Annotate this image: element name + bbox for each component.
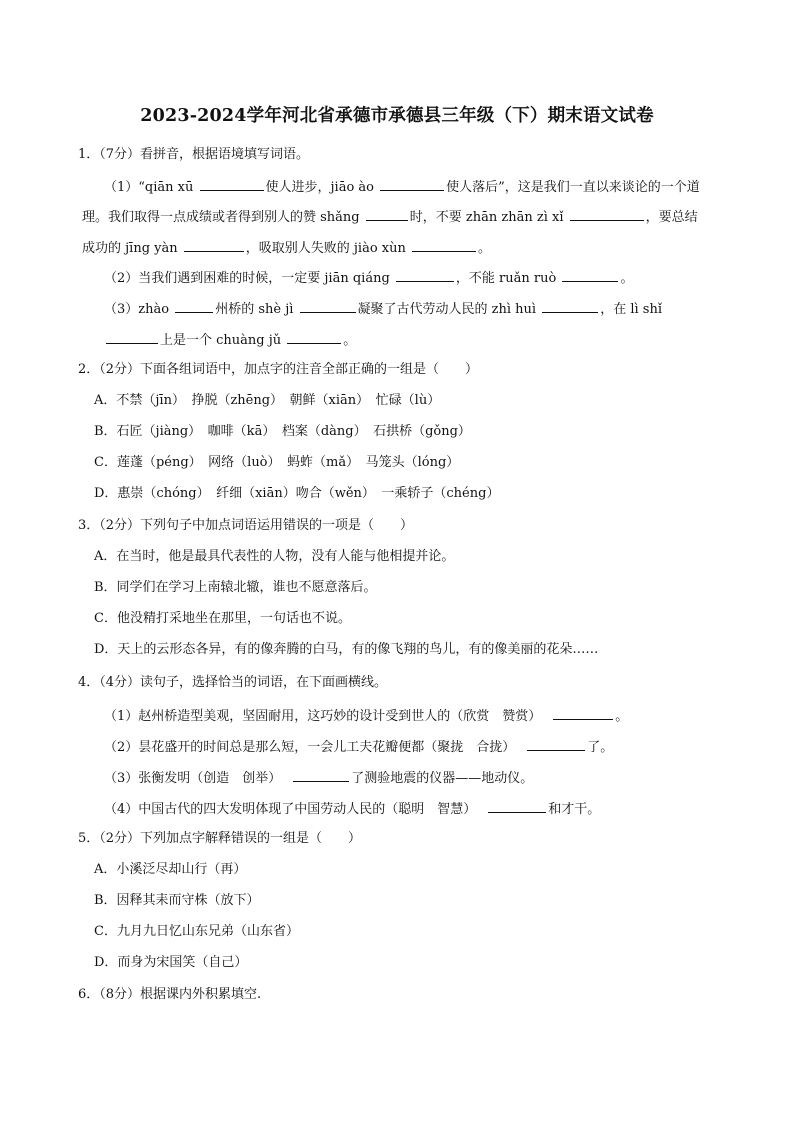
answer-blank[interactable]	[553, 706, 613, 720]
q3-option-a[interactable]: A．在当时，他是最具代表性的人物，没有人能与他相提并论。	[94, 549, 455, 564]
q3-option-c[interactable]: C．他没精打采地坐在那里，一句话也不说。	[94, 611, 351, 626]
q5-option-b[interactable]: B．因释其耒而守株（放下）	[94, 893, 260, 908]
q4-line-4: （4）中国古代的四大发明体现了中国劳动人民的（聪明 智慧） 和才干。	[104, 799, 600, 819]
answer-blank[interactable]	[200, 177, 264, 191]
q2-option-a[interactable]: A．不禁（jīn） 挣脱（zhēng） 朝鲜（xiān） 忙碌（lù）	[94, 393, 441, 408]
q5-option-c[interactable]: C．九月九日忆山东兄弟（山东省）	[94, 924, 299, 939]
q2-option-c[interactable]: C．莲蓬（péng） 网络（luò） 蚂蚱（mǎ） 马笼头（lóng）	[94, 455, 460, 470]
q2-option-b[interactable]: B．石匠（jiàng） 咖啡（kā） 档案（dàng） 石拱桥（gǒng）	[94, 424, 471, 439]
q1-line-5: （3）zhào 州桥的 shè jì 凝聚了古代劳动人民的 zhì huì ，在 lì shǐ	[104, 299, 662, 319]
q4-line-3: （3）张衡发明（创造 创举） 了测验地震的仪器——地动仪。	[104, 768, 533, 788]
answer-blank[interactable]	[300, 299, 356, 313]
q1-line-4: （2）当我们遇到困难的时候，一定要 jiān qiáng ，不能 ruǎn ruò 。	[104, 268, 633, 288]
q2-option-d[interactable]: D．惠崇（chóng） 纤细（xiān）吻合（wěn） 一乘轿子（chéng）	[94, 486, 500, 501]
answer-blank[interactable]	[396, 268, 454, 282]
answer-blank[interactable]	[527, 737, 585, 751]
answer-blank[interactable]	[488, 799, 546, 813]
answer-blank[interactable]	[287, 330, 341, 344]
q3-option-b[interactable]: B．同学们在学习上南辕北辙，谁也不愿意落后。	[94, 580, 377, 595]
q3-option-d[interactable]: D．天上的云形态各异，有的像奔腾的白马，有的像飞翔的鸟儿，有的像美丽的花朵……	[94, 642, 599, 657]
answer-blank[interactable]	[562, 268, 618, 282]
q4-line-1: （1）赵州桥造型美观，坚固耐用，这巧妙的设计受到世人的（欣赏 赞赏） 。	[104, 706, 628, 726]
q1-line-3: 成功的 jīng yàn ，吸取别人失败的 jiào xùn 。	[82, 238, 491, 258]
q5-option-a[interactable]: A．小溪泛尽却山行（再）	[94, 862, 247, 877]
q3-heading: 3．（2分）下列句子中加点词语运用错误的一项是（ ）	[78, 518, 414, 533]
answer-blank[interactable]	[106, 330, 158, 344]
answer-blank[interactable]	[184, 238, 244, 252]
answer-blank[interactable]	[570, 207, 644, 221]
q1-line-6: 上是一个 chuàng jǔ 。	[104, 330, 356, 350]
answer-blank[interactable]	[542, 299, 598, 313]
q6-heading: 6．（8分）根据课内外积累填空.	[78, 987, 262, 1002]
q1-line-2: 理。我们取得一点成绩或者得到别人的赞 shǎng 时，不要 zhān zhān zì xǐ ，要总结	[82, 207, 698, 227]
answer-blank[interactable]	[293, 768, 349, 782]
answer-blank[interactable]	[366, 207, 408, 221]
q1-heading: 1．（7分）看拼音，根据语境填写词语。	[78, 147, 310, 162]
q5-heading: 5．（2分）下列加点字解释错误的一组是（ ）	[78, 831, 362, 846]
answer-blank[interactable]	[380, 177, 444, 191]
q1-line-1: （1）“qiān xū 使人进步，jiāo ào 使人落后”，这是我们一直以来谈论的一个道	[104, 177, 700, 197]
q5-option-d[interactable]: D．而身为宋国笑（自己）	[94, 955, 248, 970]
q4-heading: 4．（4分）读句子，选择恰当的词语，在下面画横线。	[78, 675, 388, 690]
q2-heading: 2．（2分）下面各组词语中，加点字的注音全部正确的一组是（ ）	[78, 362, 479, 377]
q4-line-2: （2）昙花盛开的时间总是那么短，一会儿工夫花瓣便都（聚拢 合拢） 了。	[104, 737, 613, 757]
exam-title: 2023-2024学年河北省承德市承德县三年级（下）期末语文试卷	[140, 106, 654, 126]
answer-blank[interactable]	[412, 238, 476, 252]
answer-blank[interactable]	[175, 299, 213, 313]
